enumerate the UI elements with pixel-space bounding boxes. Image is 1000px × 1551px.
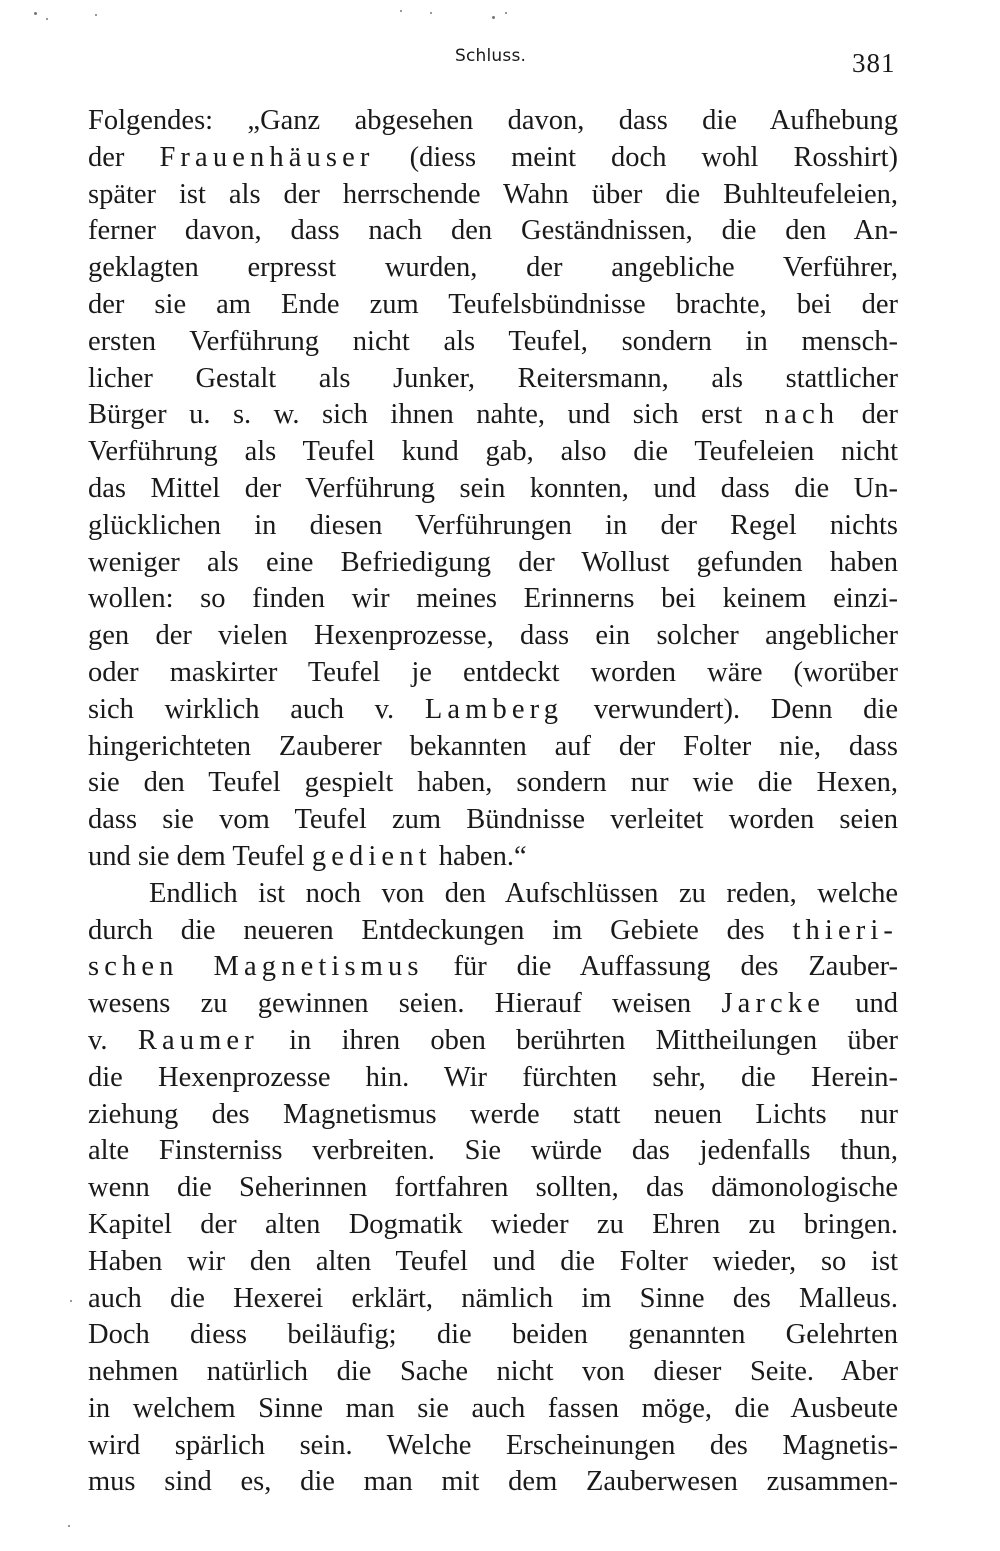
- text-line: später ist als der herrschende Wahn über die Buhlteufeleien,: [88, 178, 898, 210]
- text-line: hingerichteten Zauberer bekannten auf der Folter nie, dass: [88, 730, 898, 762]
- text-line: glücklichen in diesen Verführungen in der Regel nichts: [88, 509, 898, 541]
- text-line: geklagten erpresst wurden, der angebliche Verführer,: [88, 252, 898, 284]
- text-line: ferner davon, dass nach den Geständnissen, die den An-: [88, 215, 898, 247]
- text-fragment: der: [88, 141, 125, 173]
- text-fragment: durch die neueren Entdeckungen im Gebiete des: [88, 914, 765, 946]
- text-line: die Hexenprozesse hin. Wir fürchten sehr, die Herein-: [88, 1061, 898, 1093]
- text-line: ersten Verführung nicht als Teufel, sondern in mensch-: [88, 325, 898, 357]
- text-line: Doch diess beiläufig; die beiden genannten Gelehrten: [88, 1319, 898, 1351]
- text-line: wollen: so finden wir meines Erinnerns bei keinem einzi-: [88, 583, 898, 615]
- spaced-emphasis: Jarcke: [721, 988, 825, 1020]
- text-line: Endlich ist noch von den Aufschlüssen zu reden, welche: [149, 877, 898, 909]
- spaced-emphasis: nach: [764, 399, 840, 431]
- text-fragment: wesens zu gewinnen seien. Hierauf weisen: [88, 988, 692, 1020]
- body-text: [88, 103, 898, 1501]
- spaced-emphasis: schen Magnetismus: [88, 951, 424, 983]
- text-line: wenn die Seherinnen fortfahren sollten, das dämonologische: [88, 1172, 898, 1204]
- text-line: [88, 1023, 898, 1060]
- text-line: Kapitel der alten Dogmatik wieder zu Ehren zu bringen.: [88, 1208, 898, 1240]
- text-line: der sie am Ende zum Teufelsbündnisse brachte, bei der: [88, 288, 898, 320]
- text-fragment: für die Auffassung des Zauber-: [453, 951, 898, 983]
- text-line: nehmen natürlich die Sache nicht von dieser Seite. Aber: [88, 1356, 898, 1388]
- text-line: das Mittel der Verführung sein konnten, und dass die Un-: [88, 472, 898, 504]
- text-line: [88, 839, 898, 876]
- text-fragment: v.: [88, 1024, 108, 1056]
- text-line: sie den Teufel gespielt haben, sondern nur wie die Hexen,: [88, 767, 898, 799]
- text-line: [88, 397, 898, 434]
- text-line: licher Gestalt als Junker, Reitersmann, als stattlicher: [88, 362, 898, 394]
- spaced-emphasis: Frauenhäuser: [159, 141, 375, 173]
- text-fragment: und: [855, 988, 898, 1020]
- text-fragment: Bürger u. s. w. sich ihnen nahte, und sich erst: [88, 399, 743, 431]
- text-line: oder maskirter Teufel je entdeckt worden wäre (worüber: [88, 656, 898, 688]
- text-line: Haben wir den alten Teufel und die Folter wieder, so ist: [88, 1245, 898, 1277]
- text-line: Folgendes: „Ganz abgesehen davon, dass die Aufhebung: [88, 105, 898, 136]
- text-fragment: in ihren oben berührten Mittheilungen über: [289, 1024, 898, 1056]
- spaced-emphasis: thieri-: [792, 914, 898, 946]
- text-line: weniger als eine Befriedigung der Wollust gefunden haben: [88, 546, 898, 578]
- text-line: [88, 913, 898, 950]
- spaced-emphasis: Lamberg: [424, 693, 564, 725]
- text-line: gen der vielen Hexenprozesse, dass ein solcher angeblicher: [88, 620, 898, 652]
- text-line: Verführung als Teufel kund gab, also die Teufeleien nicht: [88, 436, 898, 468]
- text-line: auch die Hexerei erklärt, nämlich im Sinne des Malleus.: [88, 1282, 898, 1314]
- running-head: [0, 40, 1000, 80]
- text-fragment: (diess meint doch wohl Rosshirt): [409, 141, 898, 173]
- page-number: 381: [852, 48, 896, 78]
- running-title: Schluss.: [455, 46, 527, 66]
- text-line: alte Finsterniss verbreiten. Sie würde das jedenfalls thun,: [88, 1135, 898, 1167]
- text-fragment: und sie dem Teufel: [88, 840, 305, 872]
- text-fragment: verwundert). Denn die: [593, 693, 898, 725]
- text-line: [88, 949, 898, 986]
- spaced-emphasis: gedient: [311, 840, 432, 872]
- text-line: [88, 140, 898, 177]
- text-fragment: der: [861, 399, 898, 431]
- text-fragment: haben.“: [438, 840, 527, 872]
- text-line: in welchem Sinne man sie auch fassen möge, die Ausbeute: [88, 1392, 898, 1424]
- text-line: mus sind es, die man mit dem Zauberwesen zusammen-: [88, 1466, 898, 1498]
- text-line: wird spärlich sein. Welche Erscheinungen des Magnetis-: [88, 1429, 898, 1461]
- text-fragment: sich wirklich auch v.: [88, 693, 395, 725]
- text-line: [88, 986, 898, 1023]
- paragraph-2: [88, 876, 898, 1502]
- text-line: dass sie vom Teufel zum Bündnisse verleitet worden seien: [88, 804, 898, 836]
- text-line: [88, 692, 898, 729]
- spaced-emphasis: Raumer: [137, 1024, 259, 1056]
- text-line: ziehung des Magnetismus werde statt neuen Lichts nur: [88, 1098, 898, 1130]
- paragraph-1: [88, 103, 898, 876]
